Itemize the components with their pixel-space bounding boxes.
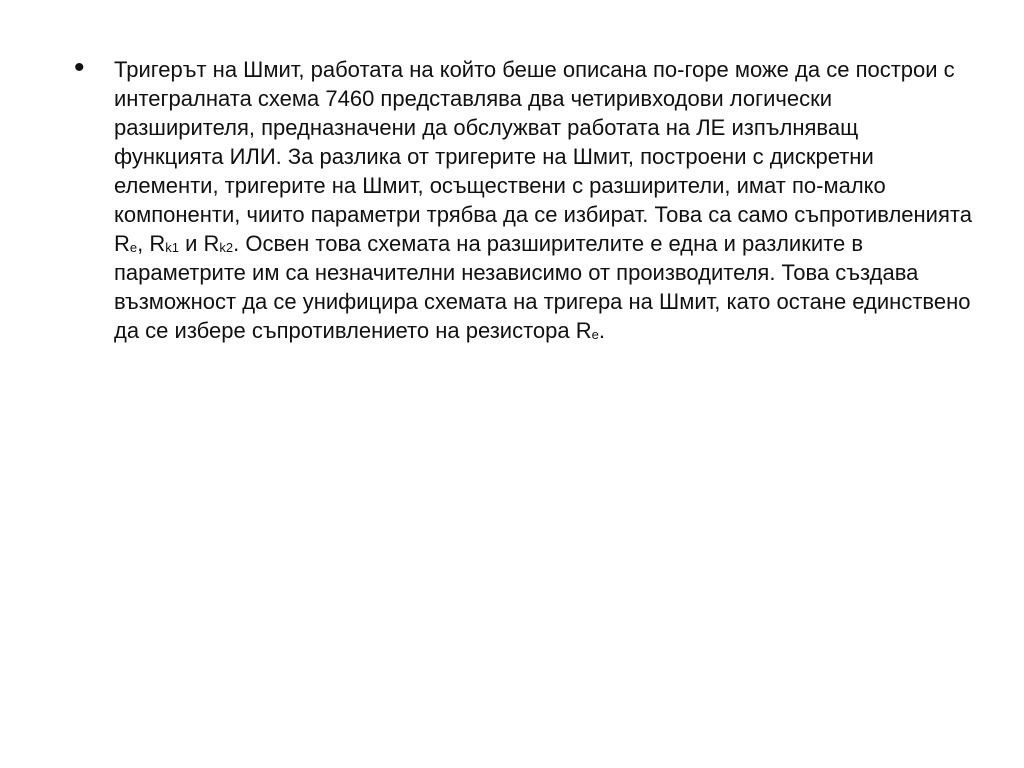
text-part-2: , R <box>137 231 166 256</box>
bullet-item <box>72 51 972 345</box>
bullet-icon: • <box>74 51 85 84</box>
paragraph-text <box>114 55 972 345</box>
subscript-k1: k1 <box>165 240 179 255</box>
text-part-4: . Освен това схемата на разширителите е една и разликите в параметрите им са незначителни независимо от производителя. Това създава възможност да се унифицира схемата на тригера на Шмит, като остане единствено да се избере съпротивлението на резистора R <box>114 231 971 343</box>
subscript-e-2: e <box>591 327 599 342</box>
bullet-list <box>72 51 972 345</box>
text-part-3: и R <box>178 231 220 256</box>
text-part-5: . <box>598 318 605 343</box>
text-part-1: Тригерът на Шмит, работата на който беше описана по-горе може да се построи с интегралната схема 7460 представлява два четиривходови логически разширителя, предназначени да обслужват работата на ЛЕ изпълняващ функцията ИЛИ. За разлика от тригерите на Шмит, построени с дискретни елементи, тригерите на Шмит, осъществени с разширители, имат по-малко компоненти, чиито параметри трябва да се избират. Това са само съпротивленията R <box>114 57 972 256</box>
subscript-e-1: e <box>129 240 138 255</box>
subscript-k2: k2 <box>219 240 234 255</box>
